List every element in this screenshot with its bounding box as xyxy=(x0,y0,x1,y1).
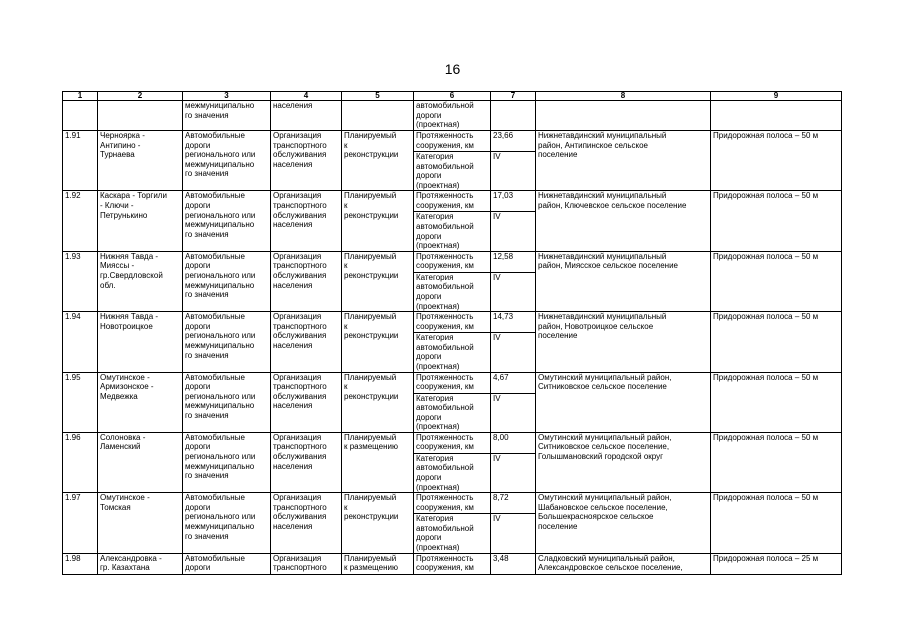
cell-status: Планируемый к размещению xyxy=(342,432,414,492)
cell-param-label: Протяженность сооружения, км xyxy=(414,312,491,333)
table-row xyxy=(63,312,842,333)
cell-purpose: Организация транспортного обслуживания населения xyxy=(271,312,342,372)
cell-zone: Придорожная полоса – 50 м xyxy=(711,251,842,311)
cell-number: 1.95 xyxy=(63,372,98,432)
cell-type: Автомобильные дороги регионального или межмуниципально го значения xyxy=(183,251,271,311)
cell-zone: Придорожная полоса – 50 м xyxy=(711,432,842,492)
cell-location: Нижнетавдинский муниципальный район, Ключевское сельское поселение xyxy=(536,191,711,251)
cell-param-label: Категория автомобильной дороги (проектная) xyxy=(414,272,491,311)
cell-param-label: Протяженность сооружения, км xyxy=(414,131,491,152)
cell-param-label: Категория автомобильной дороги (проектная) xyxy=(414,152,491,191)
cell-number: 1.96 xyxy=(63,432,98,492)
cell-param-label: Протяженность сооружения, км xyxy=(414,432,491,453)
cell-param-label: Категория автомобильной дороги (проектная) xyxy=(414,212,491,251)
table-row xyxy=(63,131,842,152)
cell-status: Планируемый к реконструкции xyxy=(342,251,414,311)
cell-road-name: Омутинское - Томская xyxy=(98,493,183,553)
cell-road-name: Омутинское - Армизонское - Медвежка xyxy=(98,372,183,432)
cell-type: Автомобильные дороги xyxy=(183,553,271,574)
cell-param-value: IV xyxy=(491,393,536,432)
cell-status: Планируемый к реконструкции xyxy=(342,191,414,251)
cell-location: Омутинский муниципальный район, Шабановское сельское поселение, Большекрасноярское сельское поселение xyxy=(536,493,711,553)
cell-param-label: Протяженность сооружения, км xyxy=(414,191,491,212)
roads-table xyxy=(62,91,842,575)
column-header: 3 xyxy=(183,92,271,101)
cell-param-value: IV xyxy=(491,272,536,311)
cell-purpose: Организация транспортного обслуживания населения xyxy=(271,191,342,251)
cell-road-name: Солоновка - Ламенский xyxy=(98,432,183,492)
cell-number: 1.93 xyxy=(63,251,98,311)
cell-param-value: 4,67 xyxy=(491,372,536,393)
cell-type: Автомобильные дороги регионального или межмуниципально го значения xyxy=(183,432,271,492)
cell-road-name: Черноярка - Антипино - Турнаева xyxy=(98,131,183,191)
page-number: 16 xyxy=(444,61,461,77)
table-row xyxy=(63,251,842,272)
cell-param-value: 8,72 xyxy=(491,493,536,514)
cell-type: межмуниципально го значения xyxy=(183,101,271,131)
cell-status: Планируемый к реконструкции xyxy=(342,372,414,432)
cell-zone: Придорожная полоса – 50 м xyxy=(711,191,842,251)
column-header: 6 xyxy=(414,92,491,101)
cell-param-label: Протяженность сооружения, км xyxy=(414,251,491,272)
table-row xyxy=(63,553,842,574)
table-row xyxy=(63,432,842,453)
cell-type: Автомобильные дороги регионального или межмуниципально го значения xyxy=(183,131,271,191)
cell-purpose: Организация транспортного обслуживания населения xyxy=(271,372,342,432)
cell-status: Планируемый к размещению xyxy=(342,553,414,574)
cell-number: 1.98 xyxy=(63,553,98,574)
cell-param-label: Протяженность сооружения, км xyxy=(414,493,491,514)
cell-number: 1.92 xyxy=(63,191,98,251)
table-row xyxy=(63,372,842,393)
cell-type: Автомобильные дороги регионального или межмуниципально го значения xyxy=(183,191,271,251)
cell-zone: Придорожная полоса – 50 м xyxy=(711,131,842,191)
cell-purpose: Организация транспортного обслуживания населения xyxy=(271,432,342,492)
cell-purpose: Организация транспортного обслуживания населения xyxy=(271,493,342,553)
cell-road-name: Нижняя Тавда - Мияссы - гр.Свердловской обл. xyxy=(98,251,183,311)
continuation-row xyxy=(63,101,842,131)
cell-status: Планируемый к реконструкции xyxy=(342,493,414,553)
cell-road-name: Нижняя Тавда - Новотроицкое xyxy=(98,312,183,372)
cell-status: Планируемый к реконструкции xyxy=(342,131,414,191)
column-header: 5 xyxy=(342,92,414,101)
cell-type: Автомобильные дороги регионального или межмуниципально го значения xyxy=(183,372,271,432)
cell-param-value: 17,03 xyxy=(491,191,536,212)
column-header: 7 xyxy=(491,92,536,101)
cell-status: Планируемый к реконструкции xyxy=(342,312,414,372)
table-row xyxy=(63,191,842,212)
header-row xyxy=(63,92,842,101)
cell-road-name: Каскара - Торгили - Ключи - Петрунькино xyxy=(98,191,183,251)
cell-number: 1.94 xyxy=(63,312,98,372)
column-header: 2 xyxy=(98,92,183,101)
cell-param-value: 12,58 xyxy=(491,251,536,272)
cell-param-label: Категория автомобильной дороги (проектная) xyxy=(414,393,491,432)
cell-param-value: IV xyxy=(491,514,536,553)
cell-location: Нижнетавдинский муниципальный район, Антипинское сельское поселение xyxy=(536,131,711,191)
cell-param-label: автомобильной дороги (проектная) xyxy=(414,101,491,131)
cell-param-value: 8,00 xyxy=(491,432,536,453)
cell-type: Автомобильные дороги регионального или межмуниципально го значения xyxy=(183,493,271,553)
column-header: 1 xyxy=(63,92,98,101)
cell-param-label: Категория автомобильной дороги (проектная) xyxy=(414,333,491,372)
cell-purpose: населения xyxy=(271,101,342,131)
cell-param-value: IV xyxy=(491,333,536,372)
column-header: 4 xyxy=(271,92,342,101)
cell-location: Нижнетавдинский муниципальный район, Новотроицкое сельское поселение xyxy=(536,312,711,372)
cell-param-label: Протяженность сооружения, км xyxy=(414,372,491,393)
cell-param-value: IV xyxy=(491,152,536,191)
cell-param-label: Протяженность сооружения, км xyxy=(414,553,491,574)
column-header: 8 xyxy=(536,92,711,101)
cell-param-value: 23,66 xyxy=(491,131,536,152)
cell-road-name: Александровка - гр. Казахтана xyxy=(98,553,183,574)
cell-param-label: Категория автомобильной дороги (проектная) xyxy=(414,453,491,492)
cell-zone: Придорожная полоса – 50 м xyxy=(711,493,842,553)
column-header: 9 xyxy=(711,92,842,101)
cell-param-label: Категория автомобильной дороги (проектная) xyxy=(414,514,491,553)
cell-zone: Придорожная полоса – 50 м xyxy=(711,372,842,432)
cell-purpose: Организация транспортного обслуживания населения xyxy=(271,251,342,311)
cell-param-value: IV xyxy=(491,453,536,492)
table-row xyxy=(63,493,842,514)
cell-zone: Придорожная полоса – 50 м xyxy=(711,312,842,372)
cell-location: Омутинский муниципальный район, Ситниковское сельское поселение xyxy=(536,372,711,432)
cell-zone: Придорожная полоса – 25 м xyxy=(711,553,842,574)
cell-purpose: Организация транспортного xyxy=(271,553,342,574)
cell-param-value: IV xyxy=(491,212,536,251)
cell-location: Омутинский муниципальный район, Ситниковское сельское поселение, Голышмановский городской округ xyxy=(536,432,711,492)
cell-location: Сладковский муниципальный район, Александровское сельское поселение, xyxy=(536,553,711,574)
cell-param-value: 14,73 xyxy=(491,312,536,333)
cell-number: 1.91 xyxy=(63,131,98,191)
cell-purpose: Организация транспортного обслуживания населения xyxy=(271,131,342,191)
cell-location: Нижнетавдинский муниципальный район, Миясское сельское поселение xyxy=(536,251,711,311)
cell-number: 1.97 xyxy=(63,493,98,553)
cell-type: Автомобильные дороги регионального или межмуниципально го значения xyxy=(183,312,271,372)
cell-param-value: 3,48 xyxy=(491,553,536,574)
